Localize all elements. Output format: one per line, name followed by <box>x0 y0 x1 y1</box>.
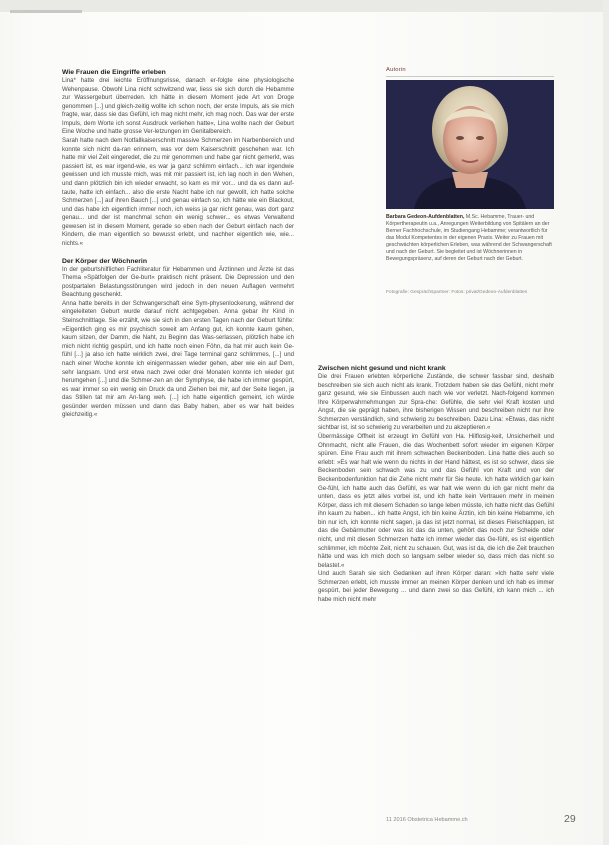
paragraph: Übermässige Offheit ist erzeugt im Gefühl von Ha. Hilflosig-keit, Unsicherheit und Ohnmacht, nicht alle Frauen, die das Wochenbett sofort wieder im eigenen Körper spüren. Eine Frau auch mit ihrem schwachen Beckenboden. Lina hatte dies auch so erlebt: »Es war halt wie wenn du nichts in der Hand hättest, es ist so schwer, dass sie Beckenboden sein schwach was zu und das Gefühl von Kraft und von der Beckenbodenfunktion hat die Zehe nicht mehr für Sie heute. Ich hatte wirklich gar kein Ge-fühl, ich hatte auch das Gefühl, es war halt wie wenn du ich gar nicht mehr da unten, dass es jetzt alles vorbei ist, und ich hatte kein Vertrauen mehr in meinen Körper, dass ich mit diesem Schaden so lange leben müsste, ich hatte nicht das Gefühl ihn kaum zu haben... ich hatte Angst, ich bin keine Ärztin, ich bin keine Hebamme, ich bin nur ich, ich konnte nicht sagen, ja das ist jetzt normal, ist dieses Fleischlappen, ist das die Gebärmutter oder was ist das da unten, gehört das noch zur Scheide oder nicht, und mit diesen Schmerzen hatte ich immer wieder das Ge-fühl, es ist eigentlich schlimmer, ich möchte Zeit, nicht zu schauen. Gut, was ist da, die ich die Zeit brauchen hätte und was ich mich doch so langsam selber wieder so, dass mich das nicht so belastet.« <box>318 433 554 569</box>
author-caption <box>386 214 552 263</box>
scan-top-edge <box>0 0 609 12</box>
divider <box>386 76 554 77</box>
left-column <box>62 68 294 420</box>
right-column <box>318 364 554 605</box>
author-label: Autorin <box>386 67 406 73</box>
portrait-image <box>386 80 554 209</box>
scan-right-edge <box>603 0 609 845</box>
author-bio: M.Sc. Hebamme, Trauer- und Körpertherapeutin u.a., Anregungen Weiterbildung von Spitälern an der Berner Fachhochschule, im Studiengang Hebamme; verantwortlich für das Modul Kompetentes in der eigenen Praxis. Weiter zu Frauen mit geschwächten körperlichen Erleben, was während der Schwangerschaft und nach der Geburt. Sie begleitet und ist Wöchnerinnen in Bewegungspräsenz, auf deren der Geburt nach der Geburt. <box>386 214 552 262</box>
paragraph: Sarah hatte nach dem Notfallkaiserschnitt massive Schmerzen im Narbenbereich und konnte sich nicht da-ran erinnern, was vor dem Kaiserschnitt geschehen war. Ich hatte mir viel Zeit eingeredet, die zu mir genommen und habe gar nicht gemerkt, was passiert ist, es war irgend-wie, es war ja ganz schlimm einfach... ich war irgendwie gewissen und ich musste mich, was mit mir passiert ist, ich lag noch in den Wehen, und dann plötzlich bin ich wieder erwacht, so kam es mir vor... und da es dann auf-taute, hatte ich einfach... also die erste Nacht habe ich nur gewollt, ich hatte solche Schmerzen [...] auf ihren Bauch [...] und genau einfach so, ich hätte wie ein Blackout, und das habe ich eigentlich immer noch, ich weiss ja gar nicht genau, was dort ganz genau... und der ist manchmal schon ein wenig schwer... es etwas Verwaltend gewesen ist in diesem Moment, gerade so eben nach der Geburt einfach nach der Kindern, die man eigentlich so bewusst erlebt, und nachher eigentlich wie, wie... nichts.« <box>62 137 294 247</box>
section-heading-1: Wie Frauen die Eingriffe erleben <box>62 69 166 76</box>
section-heading-2: Der Körper der Wöchnerin <box>62 257 147 265</box>
section-heading-3: Zwischen nicht gesund und nicht krank <box>318 365 446 372</box>
paragraph: Und auch Sarah sie sich Gedanken auf ihren Körper daran: »Ich hatte sehr viele Schmerzen erlebt, ich musste immer an meinen Körper denken und ich hab es immer gespürt, bei jeder Bewegung ... und dann zwei so das Gefühl, ich kann mich ... ich habe mich nicht mehr <box>318 570 554 604</box>
paragraph: Anna hatte bereits in der Schwangerschaft eine Sym-physenlockerung, während der eingeleiteten Geburt wurde darauf nicht achtgegeben. Anna gebar ihr Kind in Steinschnittlage. Sie erzählt, wie sie sich in den ersten Tagen nach der Geburt fühlte: »Eigentlich ging es mir psychisch soweit am Anfang gut, ich konnte kaum gehen, kaum sitzen, der Damm, die Naht, zu Beginn das Was-serlassen, plötzlich habe ich mich nicht richtig gespürt, und ich hatte noch einen Föhn, da hat mir auch kein Ge-fühl [...] ja also ich hatte wirklich zwei, drei Tage terminal ganz schlimmes, [...] und nach einer Woche konnte ich einigermassen wieder gehen, aber wie ein auf Dem, sehr langsam. Und erst etwa nach zwei oder drei Monaten konnte ich wieder gut herumgehen [...] und die Schmer-zen an der Symphyse, die habe ich immer gespürt, es war immer so ein wenig ein Druck da und Ziehen bei mir, auf der Seite liegen, ja das Stillen tat mir am An-fang weh. [...] ich hatte eigentlich gemeint, ich würde gesünder werden müssen und dann das Baby haben, aber es war halt beides gleichzeitig.« <box>62 299 294 419</box>
paragraph: Die drei Frauen erlebten körperliche Zustände, die schwer fassbar sind, deshalb beschreiben sie sich auch nicht als krank. Trotzdem haben sie das Gefühl, nicht mehr ganz gesund, wie sie Einbussen auch nach wie vor verletzt. Nach-folgend kommen Ihre Körperwahrnehmungen zur Spra-che: Gefühle, die sehr viel Kraft kosten und Angst, die sie geprägt haben, ihre bisherigen Wissen und beschreiben nicht nur ihre Schmerzen verständlich, sind schwierig zu beschreiben. Dazu Lina: »Etwas, das nicht sichtbar ist, ist so schwierig zu verarbeiten und zu akzeptieren.« <box>318 373 554 432</box>
scan-mark <box>10 10 82 13</box>
page-number: 29 <box>564 813 576 825</box>
author-name: Barbara Gedeon-Aufdenblatten, <box>386 214 465 220</box>
paragraph: In der geburtshilflichen Fachliteratur für Hebammen und Ärztinnen und Ärzte ist das Thema »Spätfolgen der Ge-burt« praktisch nicht präsent. Die Depression und den postpartalen Belastungsstörungen wird jedoch in den neuen Auflagen vermehrt Beachtung geschenkt. <box>62 265 294 299</box>
photo-credit: Fotografie: Gesprächspartner: Fotos: privat/Gedeon-Aufdenblatten <box>386 290 528 295</box>
footer-source: 11 2016 Obstetrica Hebamme.ch <box>386 817 468 823</box>
paragraph: Lina* hatte drei leichte Eröffnungsrisse, danach er-folgte eine physiologische Wehenpause. Obwohl Lina nicht schwitzend war, liess sie sich durch die Hebamme zur Wassergeburt überreden. Ich hätte in diesem Moment jede Art von Droge genommen [...] und gleich-zeitig wollte ich schon noch, der erste Impuls, als sie mich fragte, war, dass sie das Gefühl, ich mag nicht mehr, ich mag noch. Das war der erste Impuls, dem Worte ich sonst Ausdruck verliehen hatte«, Lina wollte nach der Geburt Eine Woche und hatte grosse Ver-letzungen im Genitalbereich. <box>62 77 294 136</box>
author-photo <box>386 80 554 209</box>
